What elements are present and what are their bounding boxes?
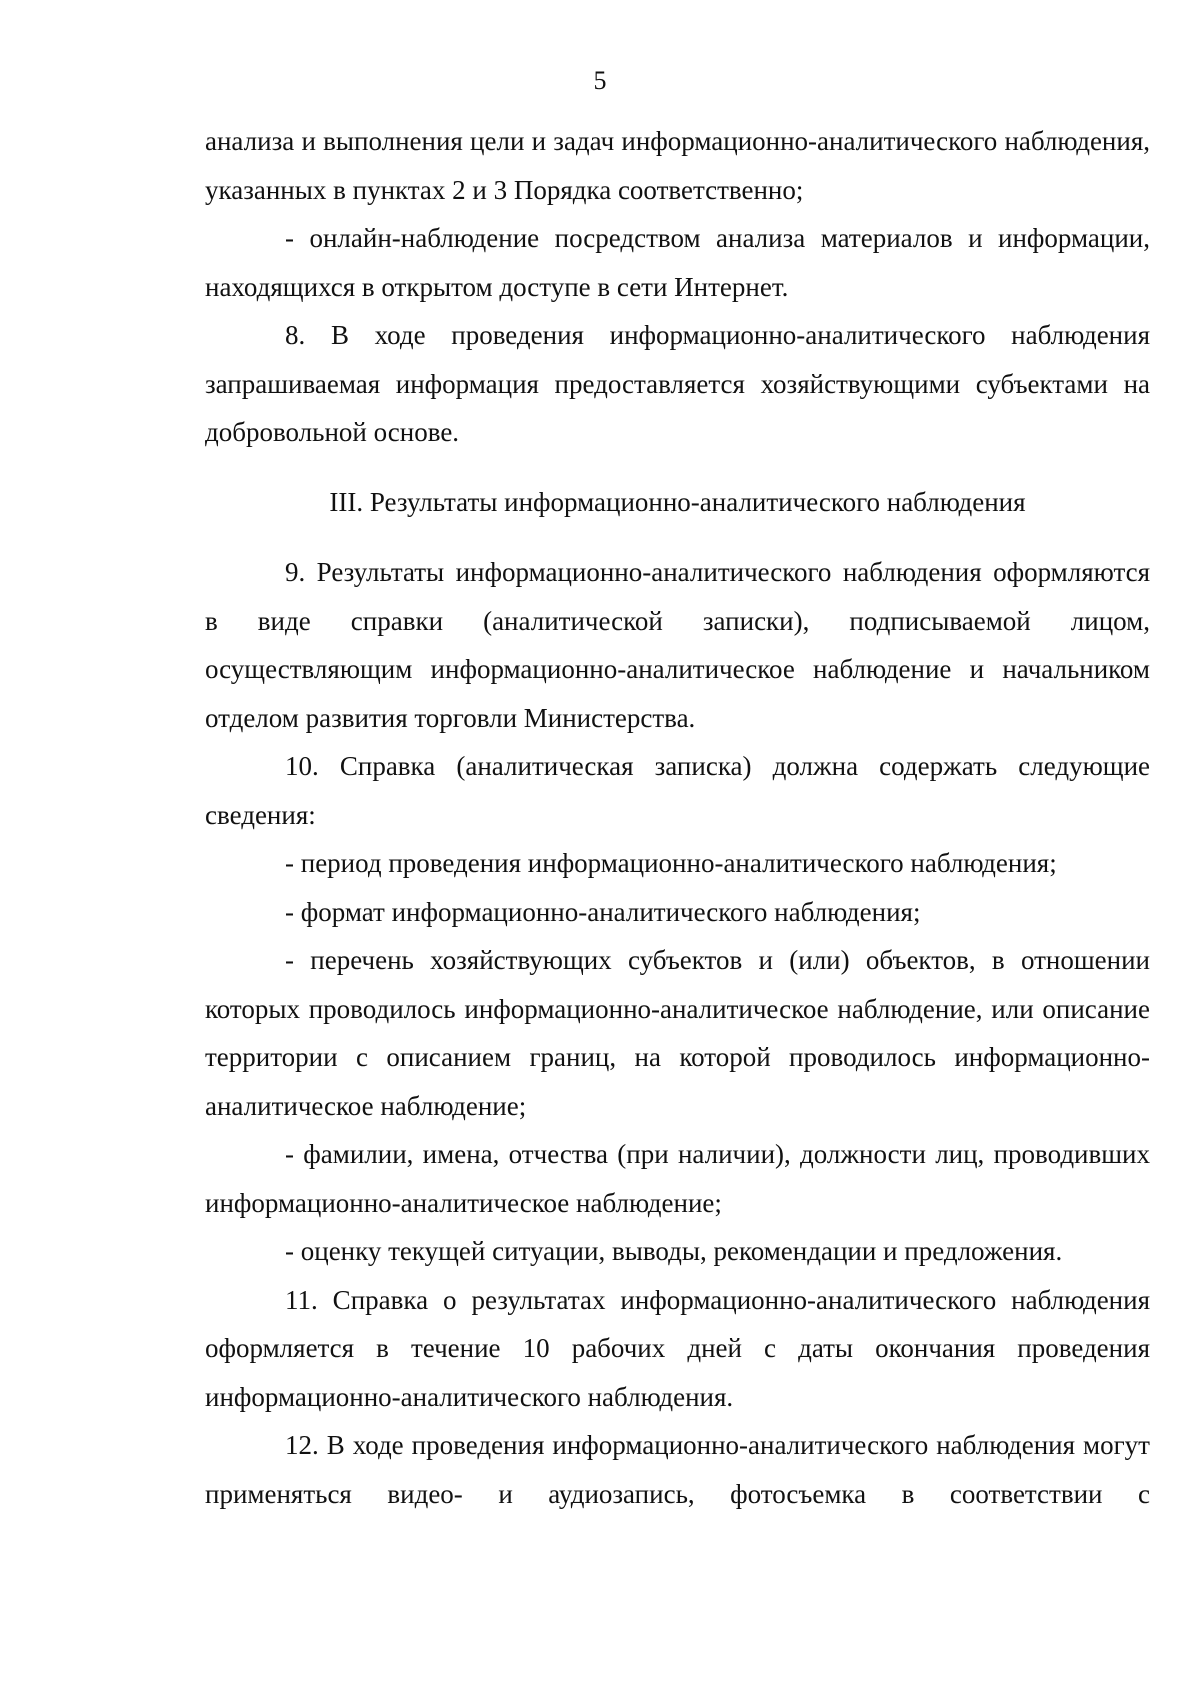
list-item: - период проведения информационно-аналитического наблюдения; — [285, 848, 1057, 878]
list-item: - оценку текущей ситуации, выводы, рекомендации и предложения. — [285, 1236, 1063, 1266]
paragraph: 11. Справка о результатах информационно-аналитического наблюдения оформляется в течение 10 рабочих дней с даты окончания проведения информационно-аналитического наблюдения. — [205, 1284, 1150, 1412]
paragraph: 10. Справка (аналитическая записка) должна содержать следующие сведения: — [205, 751, 1150, 830]
document-body — [205, 117, 1150, 1518]
paragraph: 9. Результаты информационно-аналитического наблюдения оформляются в виде справки (аналитической записки), подписываемой лицом, осуществляющим информационно-аналитическое наблюдение и начальником отделом развития торговли Министерства. — [205, 557, 1150, 733]
paragraph: 8. В ходе проведения информационно-аналитического наблюдения запрашиваемая информация предоставляется хозяйствующими субъектами на добровольной основе. — [205, 320, 1150, 447]
section-heading: III. Результаты информационно-аналитического наблюдения — [329, 486, 1026, 517]
paragraph: - онлайн-наблюдение посредством анализа материалов и информации, находящихся в открытом доступе в сети Интернет. — [205, 223, 1150, 302]
list-item: - фамилии, имена, отчества (при наличии), должности лиц, проводивших информационно-аналитическое наблюдение; — [205, 1139, 1150, 1218]
paragraph: анализа и выполнения цели и задач информационно-аналитического наблюдения, указанных в пунктах 2 и 3 Порядка соответственно; — [205, 126, 1150, 205]
paragraph: 12. В ходе проведения информационно-аналитического наблюдения могут применяться видео- и аудиозапись, фотосъемка в соответствии с — [205, 1430, 1150, 1509]
list-item: - перечень хозяйствующих субъектов и (или) объектов, в отношении которых проводилось информационно-аналитическое наблюдение, или описание территории с описанием границ, на которой проводилось информационно-аналитическое наблюдение; — [205, 945, 1150, 1121]
page-number: 5 — [593, 66, 607, 95]
list-item: - формат информационно-аналитического наблюдения; — [285, 896, 921, 927]
